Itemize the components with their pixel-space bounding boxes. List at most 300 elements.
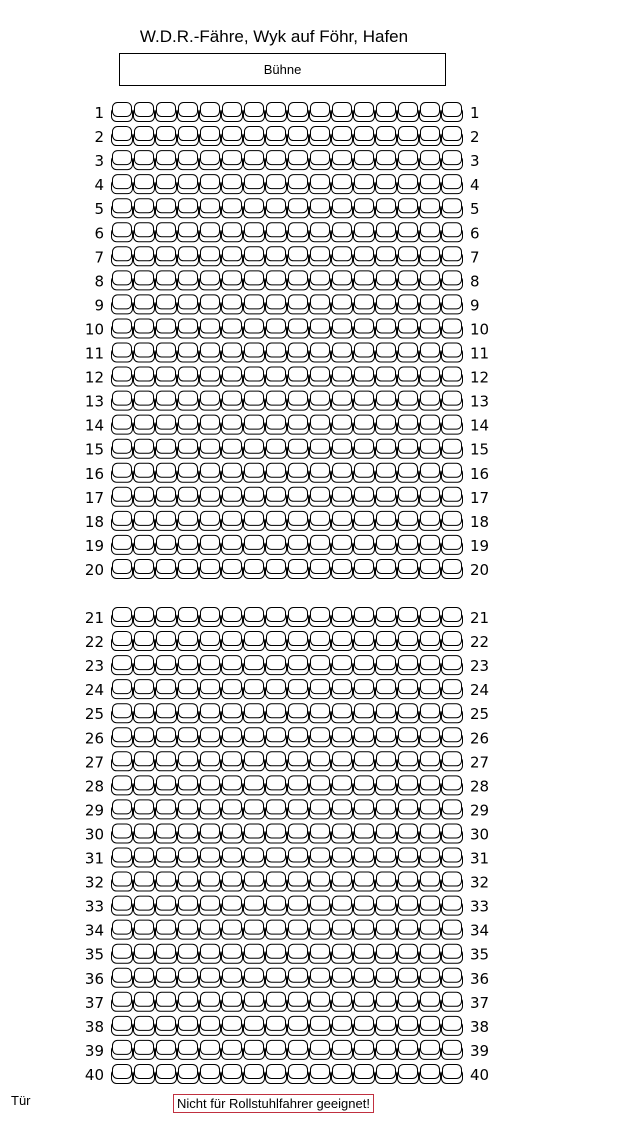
seat: [266, 968, 287, 987]
seat: [112, 559, 133, 578]
seat: [310, 1064, 331, 1083]
seat: [442, 391, 463, 410]
seat: [112, 343, 133, 362]
row-number-right: 36: [470, 969, 490, 988]
seat: [134, 439, 155, 458]
seat: [112, 511, 133, 530]
seat: [222, 704, 243, 723]
seat: [134, 872, 155, 891]
seat: [156, 704, 177, 723]
seat: [398, 992, 419, 1011]
seat: [354, 1016, 375, 1035]
seat: [354, 992, 375, 1011]
seat: [442, 415, 463, 434]
seat: [200, 824, 221, 843]
seat: [200, 367, 221, 386]
seat: [310, 776, 331, 795]
row-number-right: 32: [470, 873, 490, 892]
seat: [354, 367, 375, 386]
seat: [442, 487, 463, 506]
seat: [244, 848, 265, 867]
seat: [222, 728, 243, 747]
seat: [376, 559, 397, 578]
seat: [332, 391, 353, 410]
seat: [354, 199, 375, 218]
seat: [156, 415, 177, 434]
seat: [222, 1040, 243, 1059]
seat: [200, 559, 221, 578]
seat: [134, 800, 155, 819]
seat: [178, 704, 199, 723]
seat: [332, 175, 353, 194]
seat: [398, 415, 419, 434]
seat: [310, 920, 331, 939]
seat: [222, 319, 243, 338]
seat: [200, 608, 221, 627]
seat: [310, 463, 331, 482]
seat: [266, 511, 287, 530]
seat: [332, 632, 353, 651]
seat: [332, 728, 353, 747]
seat: [222, 223, 243, 242]
seat: [156, 800, 177, 819]
seat: [266, 367, 287, 386]
seat: [178, 391, 199, 410]
seat: [112, 367, 133, 386]
seat: [398, 944, 419, 963]
seat: [442, 824, 463, 843]
seat: [310, 848, 331, 867]
seat: [398, 1016, 419, 1035]
seat: [222, 559, 243, 578]
seat: [200, 1016, 221, 1035]
seat: [244, 463, 265, 482]
seat: [398, 319, 419, 338]
seat-row: [85, 728, 489, 748]
seat: [112, 223, 133, 242]
seat: [200, 295, 221, 314]
seat: [222, 824, 243, 843]
seat: [376, 391, 397, 410]
seat: [200, 776, 221, 795]
seat: [310, 175, 331, 194]
seat: [200, 800, 221, 819]
seat: [156, 199, 177, 218]
seat: [398, 343, 419, 362]
seat: [156, 271, 177, 290]
row-number-right: 37: [470, 993, 490, 1012]
seat: [442, 992, 463, 1011]
row-number-right: 16: [470, 464, 490, 483]
seat: [332, 487, 353, 506]
seat: [200, 463, 221, 482]
seat: [332, 223, 353, 242]
seat: [266, 704, 287, 723]
seat: [178, 920, 199, 939]
seat: [244, 151, 265, 170]
seat: [420, 1016, 441, 1035]
seat: [112, 656, 133, 675]
seat: [244, 175, 265, 194]
seat: [332, 776, 353, 795]
seat: [376, 247, 397, 266]
seat: [266, 1016, 287, 1035]
seat: [310, 319, 331, 338]
seat: [420, 295, 441, 314]
seat: [376, 896, 397, 915]
row-number-left: 24: [84, 681, 104, 700]
seat: [112, 872, 133, 891]
seat: [200, 680, 221, 699]
seat: [112, 391, 133, 410]
seat: [222, 463, 243, 482]
seat: [178, 511, 199, 530]
seat: [134, 752, 155, 771]
seat: [288, 175, 309, 194]
seat: [156, 776, 177, 795]
seat: [200, 728, 221, 747]
seat: [178, 752, 199, 771]
seat: [288, 1016, 309, 1035]
seat: [112, 704, 133, 723]
seat: [112, 151, 133, 170]
seat: [178, 103, 199, 122]
seat: [288, 632, 309, 651]
seat: [178, 487, 199, 506]
seat: [310, 511, 331, 530]
seat: [244, 872, 265, 891]
seat: [134, 367, 155, 386]
row-number-left: 7: [94, 248, 104, 267]
row-number-left: 29: [84, 801, 104, 820]
seat: [222, 391, 243, 410]
seat: [178, 728, 199, 747]
seat: [288, 968, 309, 987]
seat: [376, 1016, 397, 1035]
seat: [310, 656, 331, 675]
seat: [244, 776, 265, 795]
seat: [398, 728, 419, 747]
seat: [376, 968, 397, 987]
seat: [310, 103, 331, 122]
seat: [156, 752, 177, 771]
seat: [398, 1064, 419, 1083]
seat: [112, 608, 133, 627]
seat: [310, 151, 331, 170]
seat: [134, 103, 155, 122]
seat: [178, 151, 199, 170]
seat-row: [94, 151, 479, 171]
seat: [288, 127, 309, 146]
seat: [178, 247, 199, 266]
seat: [178, 271, 199, 290]
seat: [178, 944, 199, 963]
seat: [112, 487, 133, 506]
seat: [134, 295, 155, 314]
seat: [288, 415, 309, 434]
seat: [420, 511, 441, 530]
seat: [332, 319, 353, 338]
seat: [244, 103, 265, 122]
seat: [134, 247, 155, 266]
seat: [156, 1064, 177, 1083]
seat: [332, 151, 353, 170]
row-number-left: 14: [84, 416, 104, 435]
seat: [420, 992, 441, 1011]
seat: [354, 656, 375, 675]
row-number-right: 38: [470, 1017, 490, 1036]
seat: [266, 896, 287, 915]
row-number-right: 20: [470, 560, 490, 579]
seat: [376, 608, 397, 627]
seat: [376, 872, 397, 891]
seat: [420, 776, 441, 795]
seat: [112, 680, 133, 699]
seat: [156, 680, 177, 699]
seat: [156, 343, 177, 362]
row-number-left: 30: [84, 825, 104, 844]
row-number-right: 12: [470, 368, 490, 387]
seat: [112, 295, 133, 314]
seat: [354, 487, 375, 506]
seat: [398, 752, 419, 771]
seat: [178, 343, 199, 362]
seat: [332, 656, 353, 675]
seat: [332, 367, 353, 386]
seat-row: [85, 1064, 489, 1084]
seat: [442, 271, 463, 290]
row-number-left: 6: [94, 224, 104, 243]
seat: [244, 487, 265, 506]
seat: [134, 1064, 155, 1083]
seat: [288, 824, 309, 843]
seat: [134, 415, 155, 434]
row-number-right: 2: [470, 128, 480, 147]
row-number-left: 37: [84, 993, 104, 1012]
seat-row: [85, 559, 489, 579]
seat: [354, 920, 375, 939]
seat: [222, 415, 243, 434]
seat: [376, 319, 397, 338]
seat: [420, 680, 441, 699]
seat: [266, 247, 287, 266]
stage-label: Bühne: [263, 62, 302, 77]
seat: [266, 199, 287, 218]
seat: [244, 223, 265, 242]
seat: [244, 656, 265, 675]
seat: [376, 680, 397, 699]
seat: [420, 896, 441, 915]
seat: [178, 223, 199, 242]
seat: [156, 127, 177, 146]
seat: [354, 896, 375, 915]
seat: [288, 319, 309, 338]
seat: [156, 319, 177, 338]
seat: [442, 199, 463, 218]
seat: [376, 848, 397, 867]
seat-row: [94, 127, 479, 147]
seat-row: [85, 800, 489, 820]
seat: [134, 728, 155, 747]
seat: [134, 511, 155, 530]
row-number-right: 19: [470, 536, 490, 555]
seat: [354, 319, 375, 338]
seat: [376, 632, 397, 651]
seat: [244, 247, 265, 266]
seat: [222, 343, 243, 362]
seat: [442, 680, 463, 699]
seat-row: [85, 415, 489, 435]
seat: [442, 656, 463, 675]
seat: [354, 824, 375, 843]
seat: [266, 175, 287, 194]
seat: [442, 511, 463, 530]
row-number-right: 35: [470, 945, 490, 964]
row-number-right: 39: [470, 1041, 490, 1060]
seat: [266, 415, 287, 434]
seat-row: [85, 632, 489, 652]
seat: [266, 608, 287, 627]
seat: [376, 704, 397, 723]
seat: [112, 247, 133, 266]
row-number-left: 4: [94, 176, 104, 195]
seat: [222, 295, 243, 314]
seat: [134, 487, 155, 506]
seat: [420, 656, 441, 675]
seat: [244, 920, 265, 939]
seat: [244, 511, 265, 530]
seat: [332, 944, 353, 963]
row-number-right: 34: [470, 921, 490, 940]
seat: [420, 920, 441, 939]
seat: [398, 872, 419, 891]
seat: [398, 175, 419, 194]
row-number-right: 10: [470, 320, 490, 339]
seat: [112, 800, 133, 819]
seat: [420, 632, 441, 651]
seat: [376, 151, 397, 170]
seat: [112, 199, 133, 218]
seat: [178, 800, 199, 819]
seat: [332, 1040, 353, 1059]
seat: [112, 728, 133, 747]
row-number-right: 7: [470, 248, 480, 267]
seat: [288, 295, 309, 314]
seat: [332, 920, 353, 939]
seat: [332, 343, 353, 362]
seat: [354, 1064, 375, 1083]
seat: [332, 103, 353, 122]
seat: [222, 776, 243, 795]
seat: [244, 752, 265, 771]
seat: [222, 872, 243, 891]
seat: [112, 127, 133, 146]
seat: [156, 632, 177, 651]
seat: [288, 487, 309, 506]
seat: [134, 632, 155, 651]
row-number-right: 23: [470, 657, 490, 676]
seat: [310, 343, 331, 362]
seat: [222, 175, 243, 194]
seat: [112, 1064, 133, 1083]
seat: [398, 223, 419, 242]
seat: [442, 343, 463, 362]
seat: [354, 680, 375, 699]
seat: [178, 415, 199, 434]
seat: [354, 776, 375, 795]
seat: [156, 535, 177, 554]
seat-row: [85, 487, 489, 507]
seat: [354, 800, 375, 819]
seat: [288, 704, 309, 723]
seat: [134, 199, 155, 218]
seat: [134, 848, 155, 867]
seat: [134, 944, 155, 963]
seat: [332, 800, 353, 819]
seat: [178, 367, 199, 386]
seat: [266, 487, 287, 506]
seat-row: [85, 319, 489, 339]
seat: [178, 319, 199, 338]
seat: [376, 1040, 397, 1059]
seat: [178, 175, 199, 194]
seat: [332, 1064, 353, 1083]
seat-row: [85, 704, 489, 724]
seat: [222, 199, 243, 218]
seat: [266, 271, 287, 290]
seat: [398, 487, 419, 506]
seat: [354, 151, 375, 170]
seat: [156, 1040, 177, 1059]
seat: [178, 295, 199, 314]
seat: [332, 704, 353, 723]
seat: [376, 487, 397, 506]
seat: [332, 872, 353, 891]
seat: [156, 391, 177, 410]
venue-title: W.D.R.-Fähre, Wyk auf Föhr, Hafen: [139, 27, 409, 46]
seat: [376, 295, 397, 314]
seat: [310, 608, 331, 627]
seat: [112, 463, 133, 482]
seat: [310, 632, 331, 651]
seat: [156, 175, 177, 194]
seat: [332, 559, 353, 578]
seat: [420, 103, 441, 122]
row-number-right: 14: [470, 416, 490, 435]
seat: [178, 199, 199, 218]
row-number-left: 40: [84, 1065, 104, 1084]
seat-row: [85, 343, 489, 363]
seat: [266, 824, 287, 843]
seat: [420, 752, 441, 771]
seat-row: [85, 439, 489, 459]
row-number-left: 9: [94, 296, 104, 315]
seat: [354, 872, 375, 891]
seat: [310, 271, 331, 290]
seat: [244, 944, 265, 963]
seat: [156, 896, 177, 915]
row-number-left: 31: [84, 849, 104, 868]
seat: [354, 559, 375, 578]
seat: [442, 559, 463, 578]
seat: [398, 848, 419, 867]
seat: [442, 463, 463, 482]
seat: [178, 127, 199, 146]
seat: [310, 199, 331, 218]
seat: [288, 439, 309, 458]
seat: [134, 223, 155, 242]
seat: [332, 439, 353, 458]
